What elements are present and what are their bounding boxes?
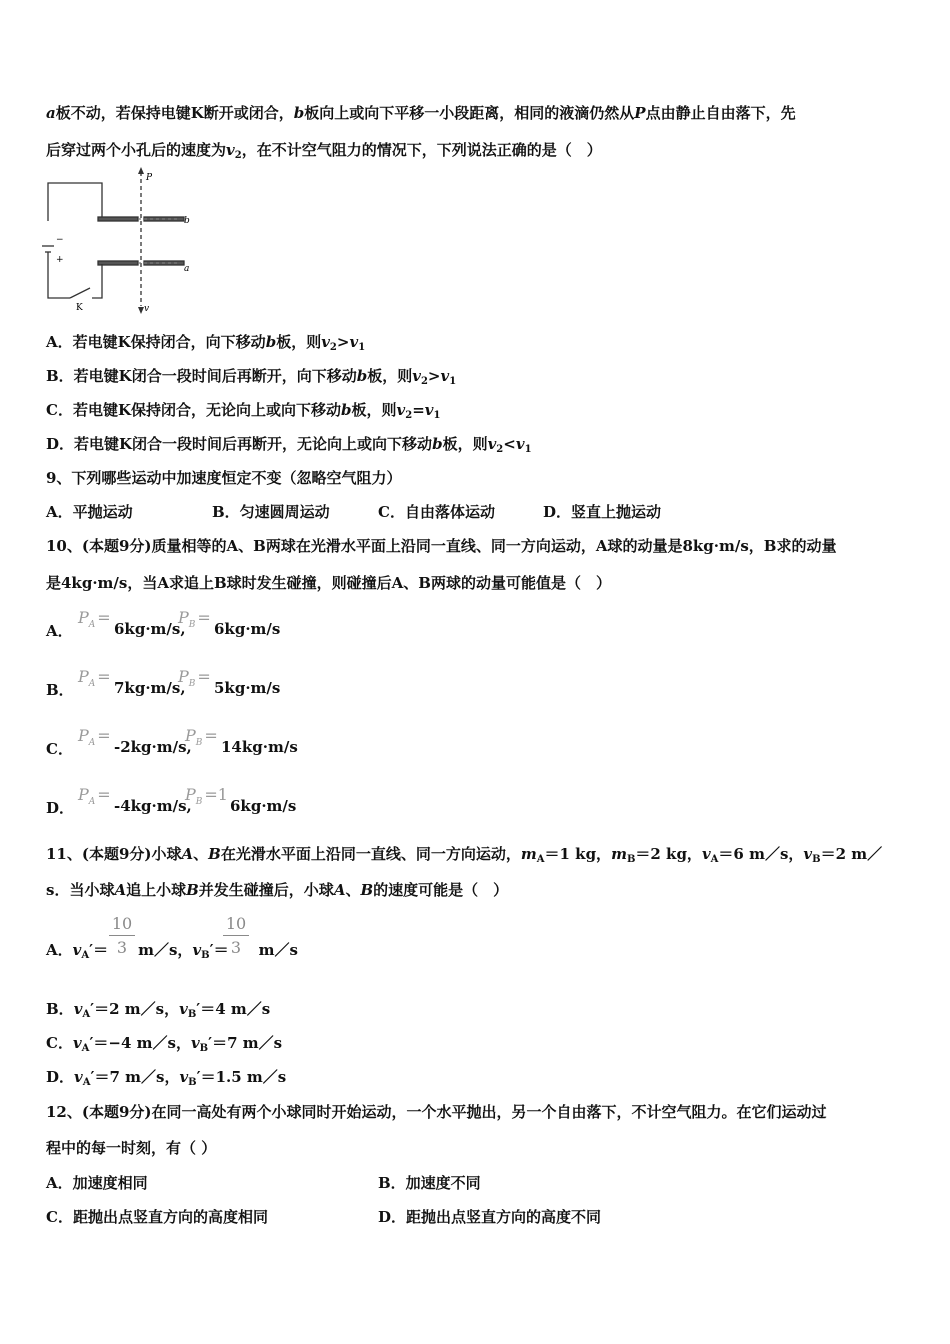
label-b: b [184, 216, 190, 226]
q10-option-c-pa: -2kg·m/s, [114, 738, 192, 756]
q10-option-a-pb: 6kg·m/s [214, 620, 281, 638]
intro-line-2: 后穿过两个小孔后的速度为$v_2$，在不计空气阻力的情况下，下列说法正确的是（ ） [46, 141, 602, 161]
q10-option-a-pa: 6kg·m/s, [114, 620, 186, 638]
fraction-10-over-3: 10 3 [109, 914, 135, 957]
q10-option-c-pb: 14kg·m/s [221, 738, 298, 756]
q10-option-c-label: C． [46, 740, 73, 758]
fraction-10-over-3: 10 3 [223, 914, 249, 957]
q11-option-d: D．$v_A'=7$ m／s，$v_B'=1.5$ m／s [46, 1068, 287, 1088]
q12-stem-line-1: 12、(本题9分)在同一高处有两个小球同时开始运动，一个水平抛出，另一个自由落下，不计空气阻力。在它们运动过 [46, 1103, 827, 1121]
label-k: K [76, 303, 83, 313]
q9-option-a: A．平抛运动 [46, 503, 133, 521]
q10-stem-line-2: 是4kg·m/s，当A求追上B球时发生碰撞，则碰撞后A、B两球的动量可能值是（ ） [46, 574, 611, 592]
q11-option-a: A．$v_A'=$ m／s，$v_B'=$ m／s [46, 941, 298, 961]
label-minus: − [56, 235, 64, 245]
pb-symbol: $P_B =1$ [185, 785, 228, 807]
intro-line-1: a板不动，若保持电键K断开或闭合，b板向上或向下平移一小段距离，相同的液滴仍然从P点由静止自由落下，先 [46, 104, 796, 122]
symbol-a: a [46, 104, 56, 122]
pb-symbol: $P_B$ = [178, 608, 211, 630]
label-plus: + [56, 255, 64, 265]
q9-option-b: B．匀速圆周运动 [212, 503, 330, 521]
label-p: P [146, 173, 153, 183]
pa-symbol: $P_A$ = [78, 608, 111, 630]
q10-option-b-pa: 7kg·m/s, [114, 679, 186, 697]
q10-option-d-pa: -4kg·m/s, [114, 797, 192, 815]
q11-stem-line-2: s．当小球A追上小球B并发生碰撞后，小球A、B的速度可能是（ ） [46, 881, 509, 899]
q12-option-c: C．距抛出点竖直方向的高度相同 [46, 1208, 268, 1226]
q10-option-b-label: B． [46, 681, 74, 699]
q12-option-b: B．加速度不同 [378, 1174, 481, 1192]
q9-stem: 9、下列哪些运动中加速度恒定不变（忽略空气阻力） [46, 469, 402, 487]
q12-stem-line-2: 程中的每一时刻，有（ ） [46, 1139, 217, 1157]
q10-option-a-label: A． [46, 622, 73, 640]
pb-symbol: $P_B$ = [185, 726, 218, 748]
q10-option-d-pb: 6kg·m/s [230, 797, 297, 815]
q9-option-c: C．自由落体运动 [378, 503, 495, 521]
q11-stem-line-1: 11、(本题9分)小球A、B在光滑水平面上沿同一直线、同一方向运动，$m_A=1$ kg，$m_B=2$ kg，$v_A=6$ m／s，$v_B=2$ m／ [46, 845, 883, 865]
q8-option-a: A．若电键K保持闭合，向下移动b板，则$v_2>v_1$ [46, 333, 366, 353]
q12-option-d: D．距抛出点竖直方向的高度不同 [378, 1208, 602, 1226]
pa-symbol: $P_A$ = [78, 726, 111, 748]
q12-option-a: A．加速度相同 [46, 1174, 148, 1192]
pa-symbol: $P_A$ = [78, 667, 111, 689]
q11-option-c: C．$v_A'=-4$ m／s，$v_B'=7$ m／s [46, 1034, 283, 1054]
q8-option-d: D．若电键K闭合一段时间后再断开，无论向上或向下移动b板，则$v_2<v_1$ [46, 435, 532, 455]
label-a: a [184, 264, 190, 274]
q8-option-c: C．若电键K保持闭合，无论向上或向下移动b板，则$v_2=v_1$ [46, 401, 441, 421]
pa-symbol: $P_A$ = [78, 785, 111, 807]
q10-stem-line-1: 10、(本题9分)质量相等的A、B两球在光滑水平面上沿同一直线、同一方向运动，A球的动量是8kg·m/s，B求的动量 [46, 537, 837, 555]
q10-option-b-pb: 5kg·m/s [214, 679, 281, 697]
capacitor-circuit-diagram [40, 166, 200, 316]
q11-option-b: B．$v_A'=2$ m／s，$v_B'=4$ m／s [46, 1000, 271, 1020]
label-v: v [144, 304, 150, 314]
q8-option-b: B．若电键K闭合一段时间后再断开，向下移动b板，则$v_2>v_1$ [46, 367, 457, 387]
q9-option-d: D．竖直上抛运动 [543, 503, 662, 521]
pb-symbol: $P_B$ = [178, 667, 211, 689]
q10-option-d-label: D． [46, 799, 75, 817]
